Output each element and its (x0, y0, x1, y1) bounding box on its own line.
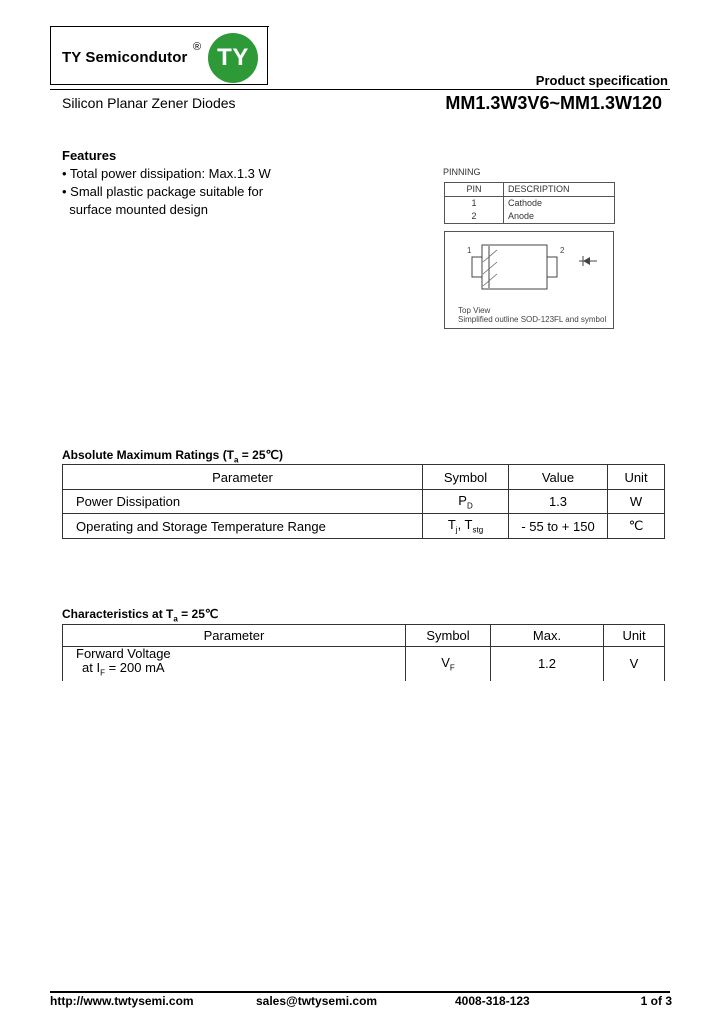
diagram-pin1-label: 1 (467, 246, 472, 255)
part-number: MM1.3W3V6~MM1.3W120 (445, 93, 662, 113)
pinning-heading: PINNING (443, 167, 481, 177)
pin-number: 2 (445, 210, 504, 224)
diagram-caption-outline: Simplified outline SOD-123FL and symbol (458, 315, 607, 324)
diagram-caption-view: Top View (458, 306, 491, 315)
table-row (63, 647, 665, 681)
ty-logo-icon: TY (208, 33, 258, 83)
footer-divider (50, 991, 670, 993)
symbol-cell: $P_D$ (423, 490, 509, 514)
param-cell: Operating and Storage Temperature Range (63, 514, 423, 539)
features-heading: Features (62, 148, 117, 163)
feature-item: • Total power dissipation: Max.1.3 W (62, 166, 271, 181)
pin-number: 1 (445, 197, 504, 211)
footer-email[interactable]: sales@twtysemi.com (256, 994, 378, 1008)
page-number: 1 of 3 (640, 994, 672, 1008)
pin-description: Cathode (504, 197, 615, 211)
table-header: Symbol (406, 625, 491, 647)
table-row (63, 514, 665, 539)
unit-cell: V (604, 647, 665, 681)
value-cell: 1.3 (509, 490, 608, 514)
table-header: Unit (608, 465, 665, 490)
feature-item: surface mounted design (62, 202, 208, 217)
footer-phone: 4008-318-123 (455, 994, 530, 1008)
value-cell: - 55 to + 150 (509, 514, 608, 539)
characteristics-table (62, 624, 665, 681)
max-cell: 1.2 (491, 647, 604, 681)
table-header: Parameter (63, 465, 423, 490)
brand-name: TY Semicondutor (62, 49, 188, 66)
diagram-pin2-label: 2 (560, 246, 565, 255)
pin-description: Anode (504, 210, 615, 224)
unit-cell: W (608, 490, 665, 514)
unit-cell: ℃ (608, 514, 665, 539)
table-row (63, 490, 665, 514)
symbol-cell: $T_j$, $T_{stg}$ (423, 514, 509, 539)
product-specification-label: Product specification (535, 73, 668, 88)
table-header: Value (509, 465, 608, 490)
abs-max-heading: Absolute Maximum Ratings ($T_a$ = 25℃) (62, 448, 283, 465)
pinning-table (444, 182, 615, 224)
header-divider (50, 89, 670, 90)
param-cell: Forward Voltage at $I_F = 200$ mA (63, 647, 406, 681)
feature-item: • Small plastic package suitable for (62, 184, 264, 199)
description-col-header: DESCRIPTION (504, 183, 615, 197)
symbol-cell: $V_F$ (406, 647, 491, 681)
abs-max-table (62, 464, 665, 539)
registered-mark: ® (193, 41, 202, 53)
table-header: Unit (604, 625, 665, 647)
footer-website[interactable]: http://www.twtysemi.com (50, 994, 194, 1008)
table-header: Parameter (63, 625, 406, 647)
table-header: Max. (491, 625, 604, 647)
pin-col-header: PIN (445, 183, 504, 197)
document-title: Silicon Planar Zener Diodes (62, 95, 236, 111)
table-header: Symbol (423, 465, 509, 490)
characteristics-heading: Characteristics at $T_a$ = 25℃ (62, 607, 219, 624)
param-cell: Power Dissipation (63, 490, 423, 514)
